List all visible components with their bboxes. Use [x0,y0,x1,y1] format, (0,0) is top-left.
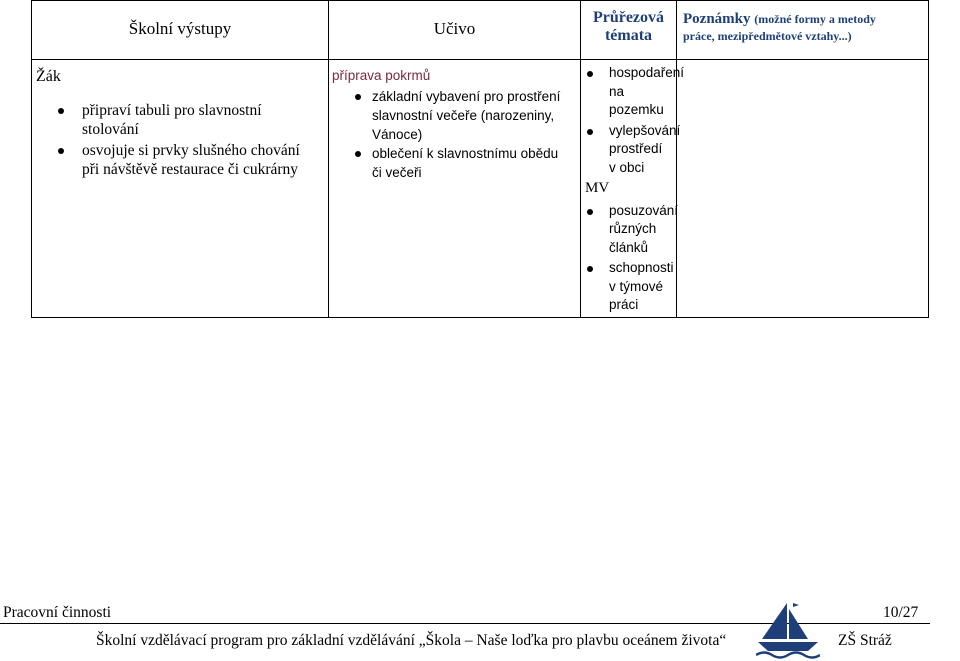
list-item [355,87,580,144]
list-item [585,259,676,315]
vystupy-list [58,101,328,179]
list-item-line: osvojuje si prvky slušného chování [82,142,300,159]
header-vystupy: Školní výstupy [32,1,329,60]
footer-page-number: 10/27 [883,604,919,621]
header-poznamky: Poznámky (možné formy a metody práce, mezipředmětové vztahy...) [677,1,929,60]
footer-program-name: Školní vzdělávací program pro základní vzdělávání „Škola – Naše loďka pro plavbu oceánem života“ [96,632,727,649]
vystupy-cell [32,60,329,318]
list-item-line: článků [609,239,649,255]
list-item-line: prostředí [609,141,663,156]
list-item-line: různých [609,221,657,236]
poznamky-cell [677,60,929,318]
pt-list-environment [581,64,685,177]
list-item-line: slavnostní večeře (narozeniny, [372,108,555,123]
footer-section: Pracovní činnosti [3,604,112,621]
ucivo-cell [329,60,581,318]
list-item-line: práci [609,297,639,312]
list-item [585,64,685,120]
header-row [32,1,929,60]
list-item [585,202,679,258]
footer-school-name: ZŠ Stráž [838,632,892,649]
list-item-line: připraví tabuli pro slavnostní [82,102,262,119]
ucivo-title: příprava pokrmů [332,68,431,83]
header-prurezova-temata: Průřezová témata [581,1,677,60]
list-item-line: či večeři [372,165,422,180]
list-item [355,144,580,182]
sailboat-logo-icon [756,603,820,659]
list-item-line: hospodaření [609,65,685,80]
pt-list-media [581,202,679,315]
list-item-line: oblečení k slavnostnímu obědu [372,146,559,161]
list-item-line: základní vybavení pro prostření [372,89,561,104]
list-item-line: vylepšování [609,122,681,138]
list-item [58,101,328,139]
list-item-line: stolování [82,121,139,138]
list-item [585,122,681,178]
list-item-line: v obci [609,159,645,175]
pt-cell [581,60,685,318]
list-item-line: posuzování [609,202,679,218]
list-item-line: schopnosti [609,260,674,275]
list-item [58,141,328,179]
ucivo-list [355,87,580,182]
list-item-line: při návštěvě restaurace či cukrárny [82,161,299,178]
list-item-line: na pozemku [609,83,664,117]
content-row [32,60,929,318]
subject-label: Žák [36,68,61,85]
list-item-line: v týmové [609,278,664,294]
header-ucivo: Učivo [329,1,581,60]
curriculum-table [31,0,929,318]
list-item-line: Vánoce) [372,127,423,142]
mv-label: MV [585,180,610,196]
